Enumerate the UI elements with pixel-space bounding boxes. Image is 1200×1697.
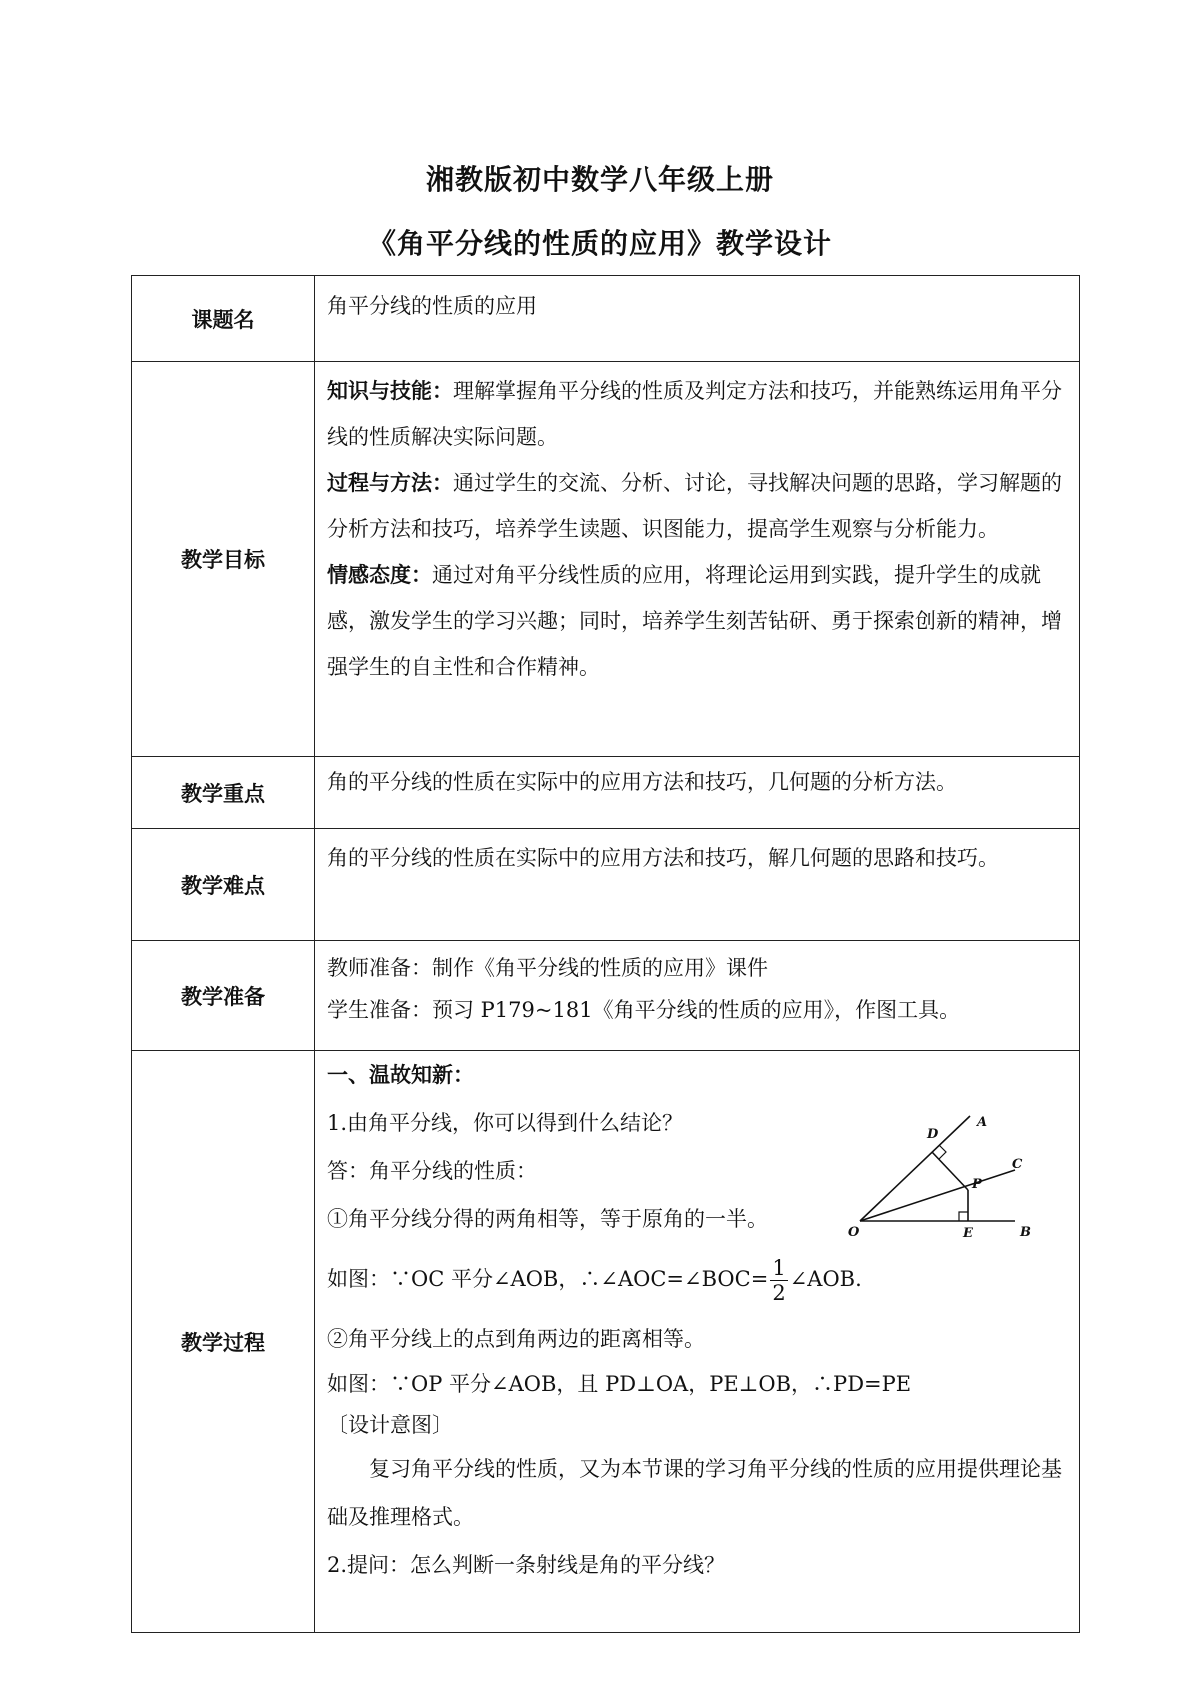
example-1-suffix: ∠AOB.: [789, 1267, 862, 1291]
goal-attitude: [327, 552, 1069, 690]
goals-cell: [315, 362, 1080, 757]
topic-value: 角平分线的性质的应用: [315, 276, 1080, 362]
table-row: [132, 276, 1080, 362]
row-label-goals: 教学目标: [132, 362, 315, 757]
document-subtitle: 《角平分线的性质的应用》教学设计: [367, 227, 832, 260]
table-row: [132, 757, 1080, 829]
label-d: D: [927, 1127, 939, 1142]
design-intent-text: 复习角平分线的性质，又为本节课的学习角平分线的性质的应用提供理论基础及推理格式。: [327, 1457, 1062, 1529]
segment-pd: [932, 1152, 968, 1190]
goal-process: [327, 460, 1069, 552]
goal-head: 知识与技能：: [327, 379, 453, 403]
fraction: [770, 1256, 787, 1305]
ray-oa: [860, 1116, 970, 1221]
key-value: 角的平分线的性质在实际中的应用方法和技巧，几何题的分析方法。: [315, 757, 1080, 829]
label-b: B: [1020, 1225, 1031, 1240]
label-p: P: [972, 1177, 982, 1192]
right-angle-mark-d: [939, 1145, 946, 1159]
goal-head: 情感态度：: [327, 563, 432, 587]
document-title: 湘教版初中数学八年级上册: [425, 163, 774, 196]
prep-student: 学生准备：预习 P179~181《角平分线的性质的应用》，作图工具。: [327, 998, 961, 1022]
difficulty-value: 角的平分线的性质在实际中的应用方法和技巧，解几何题的思路和技巧。: [315, 829, 1080, 941]
row-label-difficulty: 教学难点: [132, 829, 315, 941]
example-2: 如图：∵OP 平分∠AOB，且 PD⊥OA，PE⊥OB，∴PD=PE: [327, 1372, 912, 1396]
row-label-topic: 课题名: [132, 276, 315, 362]
example-1-prefix: 如图：∵OC 平分∠AOB，∴∠AOC=∠BOC=: [327, 1267, 769, 1291]
angle-bisector-figure: [840, 1106, 1040, 1256]
row-label-prep: 教学准备: [132, 941, 315, 1051]
table-row: [132, 362, 1080, 757]
table-row: [132, 829, 1080, 941]
fraction-numerator: 1: [772, 1256, 786, 1280]
label-a: A: [977, 1115, 988, 1130]
goal-head: 过程与方法：: [327, 471, 453, 495]
right-angle-mark-e: [959, 1212, 968, 1221]
process-cell: [315, 1051, 1080, 1633]
question-1: 1.由角平分线，你可以得到什么结论？: [327, 1111, 684, 1135]
goal-text: 通过学生的交流、分析、讨论，寻找解决问题的思路，学习解题的分析方法和技巧，培养学生读题、识图能力，提高学生观察与分析能力。: [327, 471, 1062, 541]
prep-cell: [315, 941, 1080, 1051]
table-row: [132, 1051, 1080, 1633]
property-2: ②角平分线上的点到角两边的距离相等。: [327, 1327, 705, 1351]
goal-text: 通过对角平分线性质的应用，将理论运用到实践，提升学生的成就感，激发学生的学习兴趣；同时，培养学生刻苦钻研、勇于探索创新的精神，增强学生的自主性和合作精神。: [327, 563, 1062, 679]
goal-knowledge: [327, 368, 1069, 460]
row-label-key: 教学重点: [132, 757, 315, 829]
question-2: 2.提问：怎么判断一条射线是角的平分线？: [327, 1553, 726, 1577]
section-heading-text: 一、温故知新：: [327, 1063, 474, 1087]
design-intent-label: 〔设计意图〕: [327, 1413, 453, 1437]
prep-teacher: 教师准备：制作《角平分线的性质的应用》课件: [327, 956, 768, 980]
fraction-denominator: 2: [772, 1281, 786, 1305]
property-1: ①角平分线分得的两角相等，等于原角的一半。: [327, 1207, 768, 1231]
goal-text: 理解掌握角平分线的性质及判定方法和技巧，并能熟练运用角平分线的性质解决实际问题。: [327, 379, 1062, 449]
section-heading: [327, 1051, 1069, 1099]
label-o: O: [848, 1225, 860, 1240]
table-row: [132, 941, 1080, 1051]
row-label-process: 教学过程: [132, 1051, 315, 1633]
answer-line: 答：角平分线的性质：: [327, 1159, 537, 1183]
ray-oc: [860, 1170, 1015, 1221]
label-e: E: [963, 1226, 973, 1241]
label-c: C: [1012, 1157, 1023, 1172]
lesson-plan-table: [131, 275, 1080, 1633]
